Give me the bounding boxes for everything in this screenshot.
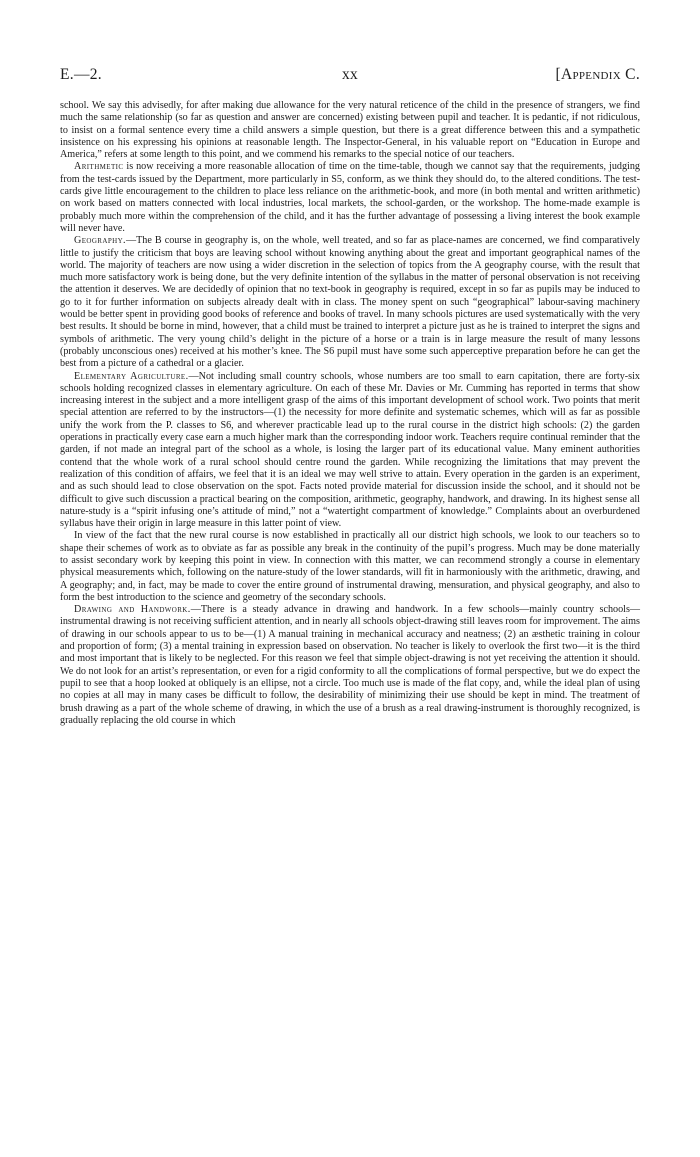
report-body	[60, 100, 640, 727]
page-number: xx	[341, 66, 359, 83]
appendix-title: Appendix C.	[560, 66, 640, 83]
appendix-label	[556, 66, 641, 84]
paragraph-geography	[60, 235, 640, 370]
paragraph-text: —There is a steady advance in drawing and handwork. In a few schools—mainly country schools—instrumental drawing is not receiving sufficient attention, and in nearly all schools object-drawing still leaves room for improvement. The aims of drawing in our schools appear to us to be—(1) A manual training in mechanical accuracy and neatness; (2) an æsthetic training in colour and proportion of form; (3) a mental training in expression based on observation. No teacher is likely to overlook the first two—it is the third and most important that is likely to be neglected. For this reason we feel that simple object-drawing is not yet receiving the attention it should. We do not look for an artist’s representation, or even for a rigid conformity to all the complications of formal perspective, but we do expect the pupil to see that a hoop looked at obliquely is an ellipse, not a circle. Too much use is made of the flat copy, and, while the ideal plan of using no copies at all may in many cases be difficult to follow, the desirability of minimizing their use should be kept in mind. The treatment of brush drawing as a part of the whole scheme of drawing, in which the use of a brush as a real drawing-instrument is thoroughly recognized, is gradually replacing the old course in which	[60, 604, 641, 726]
paragraph-rural-course	[60, 530, 640, 604]
paragraph-text: —Not including small country schools, whose numbers are too small to earn capitation, there are forty-six schools holding recognized classes in elementary agriculture. On each of these Mr. Davies or Mr. Cumming has reported in terms that show increasing interest in the subject and a more intelligent grasp of the aims of this important development of school work. Two points that merit special attention are referred to by the instructors—(1) the necessity for more definite and systematic schemes, which will as far as possible unify the work from the P. classes to S6, and wherever practicable lead up to the rural course in the district high schools: (2) the garden operations in practically every case earn a much higher mark than the corresponding indoor work. Teachers require continual reminder that the garden, if not made an integral part of the school as a whole, is losing the larger part of its educational value. Many eminent authorities contend that the whole work of a rural school should centre round the garden. While recognizing the limitations that may prevent the realization of this condition of affairs, we feel that it is an ideal we may well strive to attain. Every operation in the garden is an experiment, and as such should lead to close observation on the spot. Facts noted provide material for discussion inside the school, and it should not be difficult to give such discussion a practical bearing on the composition, arithmetic, geography, handwork, and drawing. In its highest sense all nature-study is a “spirit infusing one’s attitude of mind,” not a “watertight compartment of knowledge.” Complaints about an overburdened syllabus have their origin in large measure in this latter point of view.	[60, 370, 640, 530]
report-code: E.—2.	[60, 66, 102, 83]
heading-drawing-handwork: Drawing and Handwork.	[74, 604, 191, 616]
paragraph-text: is now receiving a more reasonable allocation of time on the time-table, though we cannot say that the requirements, judging from the test-cards issued by the Department, more particularly in S5, conform, as we think they should do, to the altered conditions. The test-cards give little encouragement to the children to place less reliance on the arithmetic-book, and more (in both mental and written arithmetic) on work based on matters connected with local industries, local markets, the school-garden, or the workshop. The home-made example is probably much more within the comprehension of the child, and it has the further advantage of possessing a living interest the book example will never have.	[60, 161, 640, 234]
paragraph-drawing	[60, 604, 640, 727]
paragraph-continuation	[60, 100, 640, 161]
appendix-bracket: [	[555, 66, 561, 83]
heading-elementary-agriculture: Elementary Agriculture.	[74, 370, 189, 382]
paragraph-arithmetic	[60, 161, 640, 235]
paragraph-text: —The B course in geography is, on the whole, well treated, and so far as place-names are concerned, we find comparatively little to justify the criticism that boys are leaving school without knowing anything about the great and important geographical names of the world. The majority of teachers are now using a wider discretion in the selection of topics from the A geography course, with the result that much more satisfactory work is being done, but the very definite intention of the syllabus in the matter of personal observation is not receiving the attention it deserves. We are decidedly of opinion that no text-book in geography is required, except in so far as pupils may be induced to go to it for further information on subjects already dealt with in class. The money spent on such “geographical” labour-saving machinery would be better spent in providing good books of reference and books of travel. In many schools pictures are used systematically with the very best results. It should be borne in mind, however, that a child must be trained to interpret a picture just as he is trained to interpret the signs and symbols of arithmetic. The very young child’s delight in the picture of a horse or a train is in large measure the result of many lessons (probably unconscious ones) received at his mother’s knee. The S6 pupil must have some such apperceptive preparation before he can get the best from a picture of a cathedral or a glacier.	[60, 235, 640, 370]
heading-geography: Geography.	[74, 235, 126, 247]
paragraph-text: school. We say this advisedly, for after making due allowance for the very natural reticence of the child in the presence of strangers, we find much the same relationship (so far as question and answer are concerned) existing between pupil and teacher. It is pedantic, if not ridiculous, to insist on a formal sentence every time a child answers a simple question, but there is a great difference between this and a sympathetic insistence on his expressing his opinions at reasonable length. The Inspector-General, in his valuable report on “Education in Europe and America,” refers at some length to this point, and we commend his remarks to the special notice of our teachers.	[60, 100, 640, 161]
paragraph-agriculture	[60, 371, 640, 531]
paragraph-text: In view of the fact that the new rural course is now established in practically all our district high schools, we look to our teachers so to shape their schemes of work as to obviate as far as possible any break in the continuity of the pupil’s progress. Much may be done materially to assist secondary work by keeping this point in view. In connection with this matter, we can recommend strongly a course in elementary physical measurements which, following on the nature-study of the lower standards, will fit in harmoniously with the arithmetic, drawing, and A geography; and, in fact, may be made to cover the entire ground of instrumental drawing, mensuration, and physical geography, and also to form the best introduction to the science and geometry of the secondary schools.	[60, 530, 640, 603]
page-header	[60, 66, 640, 90]
heading-arithmetic: Arithmetic	[74, 161, 124, 173]
